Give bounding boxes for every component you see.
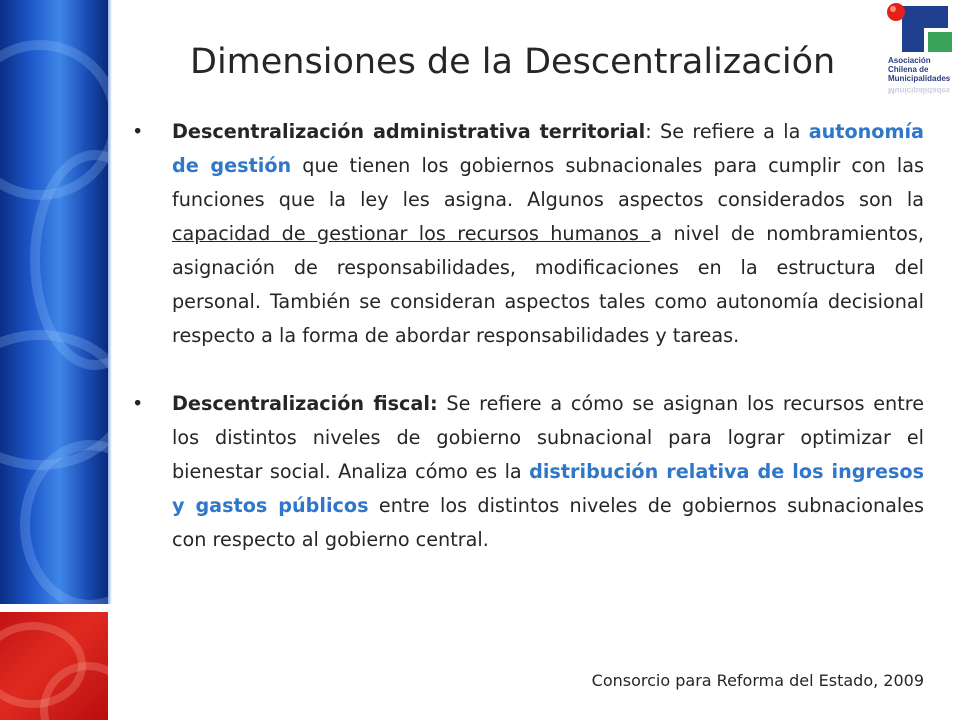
decorative-blue-band (0, 0, 108, 604)
bullet-text: entre los distintos niveles de gobiernos subnacionales con respecto al gobierno central. (172, 494, 924, 551)
band-edge (108, 0, 112, 604)
band-divider (0, 604, 108, 612)
bullet-text: Se refiere a cómo se asignan los recursos entre los distintos niveles de gobierno subnacional para lograr optimizar el bienestar social. Analiza cómo es la (172, 392, 924, 483)
logo-reflection-text: Municipalidades (888, 86, 951, 95)
bullet-heading: Descentralización fiscal: (172, 392, 438, 415)
logo-line-2: Chilena de (888, 65, 929, 74)
logo-text (888, 56, 958, 83)
bullet-fiscal (172, 387, 924, 557)
highlight-text: distribución relativa de los ingresos y gastos públicos (172, 460, 924, 517)
logo-reflection (888, 86, 958, 95)
logo-line-1: Asociación (888, 56, 931, 65)
bullet-text: Se refiere a la (651, 120, 809, 143)
slide-title: Dimensiones de la Descentralización (190, 42, 836, 82)
logo-line-3: Municipalidades (888, 74, 951, 83)
underlined-text: capacidad de gestionar los recursos humanos (172, 222, 651, 245)
source-citation: Consorcio para Reforma del Estado, 2009 (591, 671, 924, 690)
bullet-text: a nivel de nombramientos, asignación de responsabilidades, modificaciones en la estructura del personal. También se consideran aspectos tales como autonomía decisional respecto a la forma de abordar responsabilidades y tareas. (172, 222, 924, 347)
heading-punct: : (645, 120, 652, 143)
bullet-administrativa (172, 115, 924, 353)
bullet-text: que tienen los gobiernos subnacionales para cumplir con las funciones que la ley les asigna. Algunos aspectos considerados son la (172, 154, 924, 211)
bullet-heading: Descentralización administrativa territorial (172, 120, 646, 143)
bullet-list (172, 115, 924, 557)
decorative-red-band (0, 612, 108, 720)
highlight-text: autonomía de gestión (172, 120, 925, 177)
